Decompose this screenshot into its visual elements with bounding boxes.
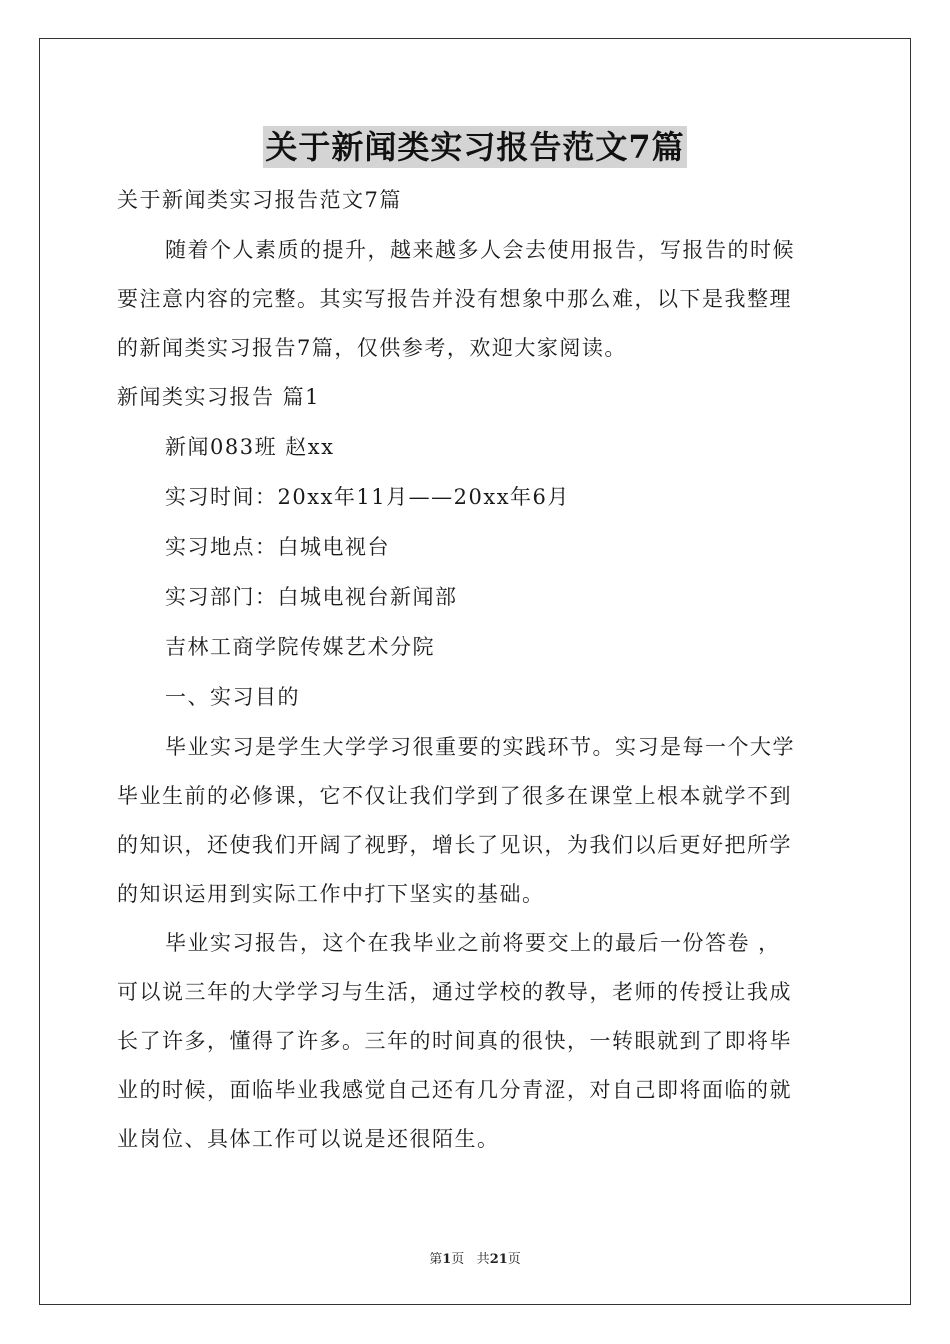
paragraph-line: 毕业实习是学生大学学习很重要的实践环节。实习是每一个大学 [165,735,795,759]
subtitle: 关于新闻类实习报告范文7篇 [117,188,402,212]
intro-paragraph [117,227,833,374]
page-footer [0,1248,950,1267]
paragraph-line: 毕业生前的必修课，它不仅让我们学到了很多在课堂上根本就学不到 [117,784,792,808]
paragraph-line: 的知识，还使我们开阔了视野，增长了见识，为我们以后更好把所学 [117,833,792,857]
paragraph-line: 随着个人素质的提升，越来越多人会去使用报告，写报告的时候 [165,238,795,262]
total-prefix: 共 [476,1252,490,1267]
total-pages: 21 [489,1252,508,1267]
paragraph-line: 长了许多，懂得了许多。三年的时间真的很快，一转眼就到了即将毕 [117,1029,792,1053]
title-container [0,126,950,168]
paragraph-line: 业岗位、具体工作可以说是还很陌生。 [117,1127,500,1151]
paragraph-line: 业的时候，面临毕业我感觉自己还有几分青涩，对自己即将面临的就 [117,1078,792,1102]
info-school: 吉林工商学院传媒艺术分院 [165,635,435,659]
info-time: 实习时间：20xx年11月——20xx年6月 [165,485,570,509]
info-place: 实习地点：白城电视台 [165,535,390,559]
page-number: 1 [442,1252,452,1267]
document-body [117,177,833,1165]
purpose-paragraph-2 [117,920,833,1165]
info-class: 新闻083班 赵xx [165,435,335,459]
page-prefix: 第 [429,1252,443,1267]
purpose-heading: 一、实习目的 [165,685,300,709]
section-heading: 新闻类实习报告 篇1 [117,385,321,409]
paragraph-line: 可以说三年的大学学习与生活，通过学校的教导，老师的传授让我成 [117,980,792,1004]
paragraph-line: 的知识运用到实际工作中打下坚实的基础。 [117,882,545,906]
paragraph-line: 的新闻类实习报告7篇，仅供参考，欢迎大家阅读。 [117,336,627,360]
paragraph-line: 要注意内容的完整。其实写报告并没有想象中那么难，以下是我整理 [117,287,792,311]
total-suffix: 页 [507,1252,521,1267]
document-title: 关于新闻类实习报告范文7篇 [265,128,685,166]
paragraph-line: 毕业实习报告，这个在我毕业之前将要交上的最后一份答卷 ， [165,931,781,955]
info-department: 实习部门：白城电视台新闻部 [165,585,458,609]
purpose-paragraph-1 [117,724,833,920]
page-suffix: 页 [451,1252,465,1267]
